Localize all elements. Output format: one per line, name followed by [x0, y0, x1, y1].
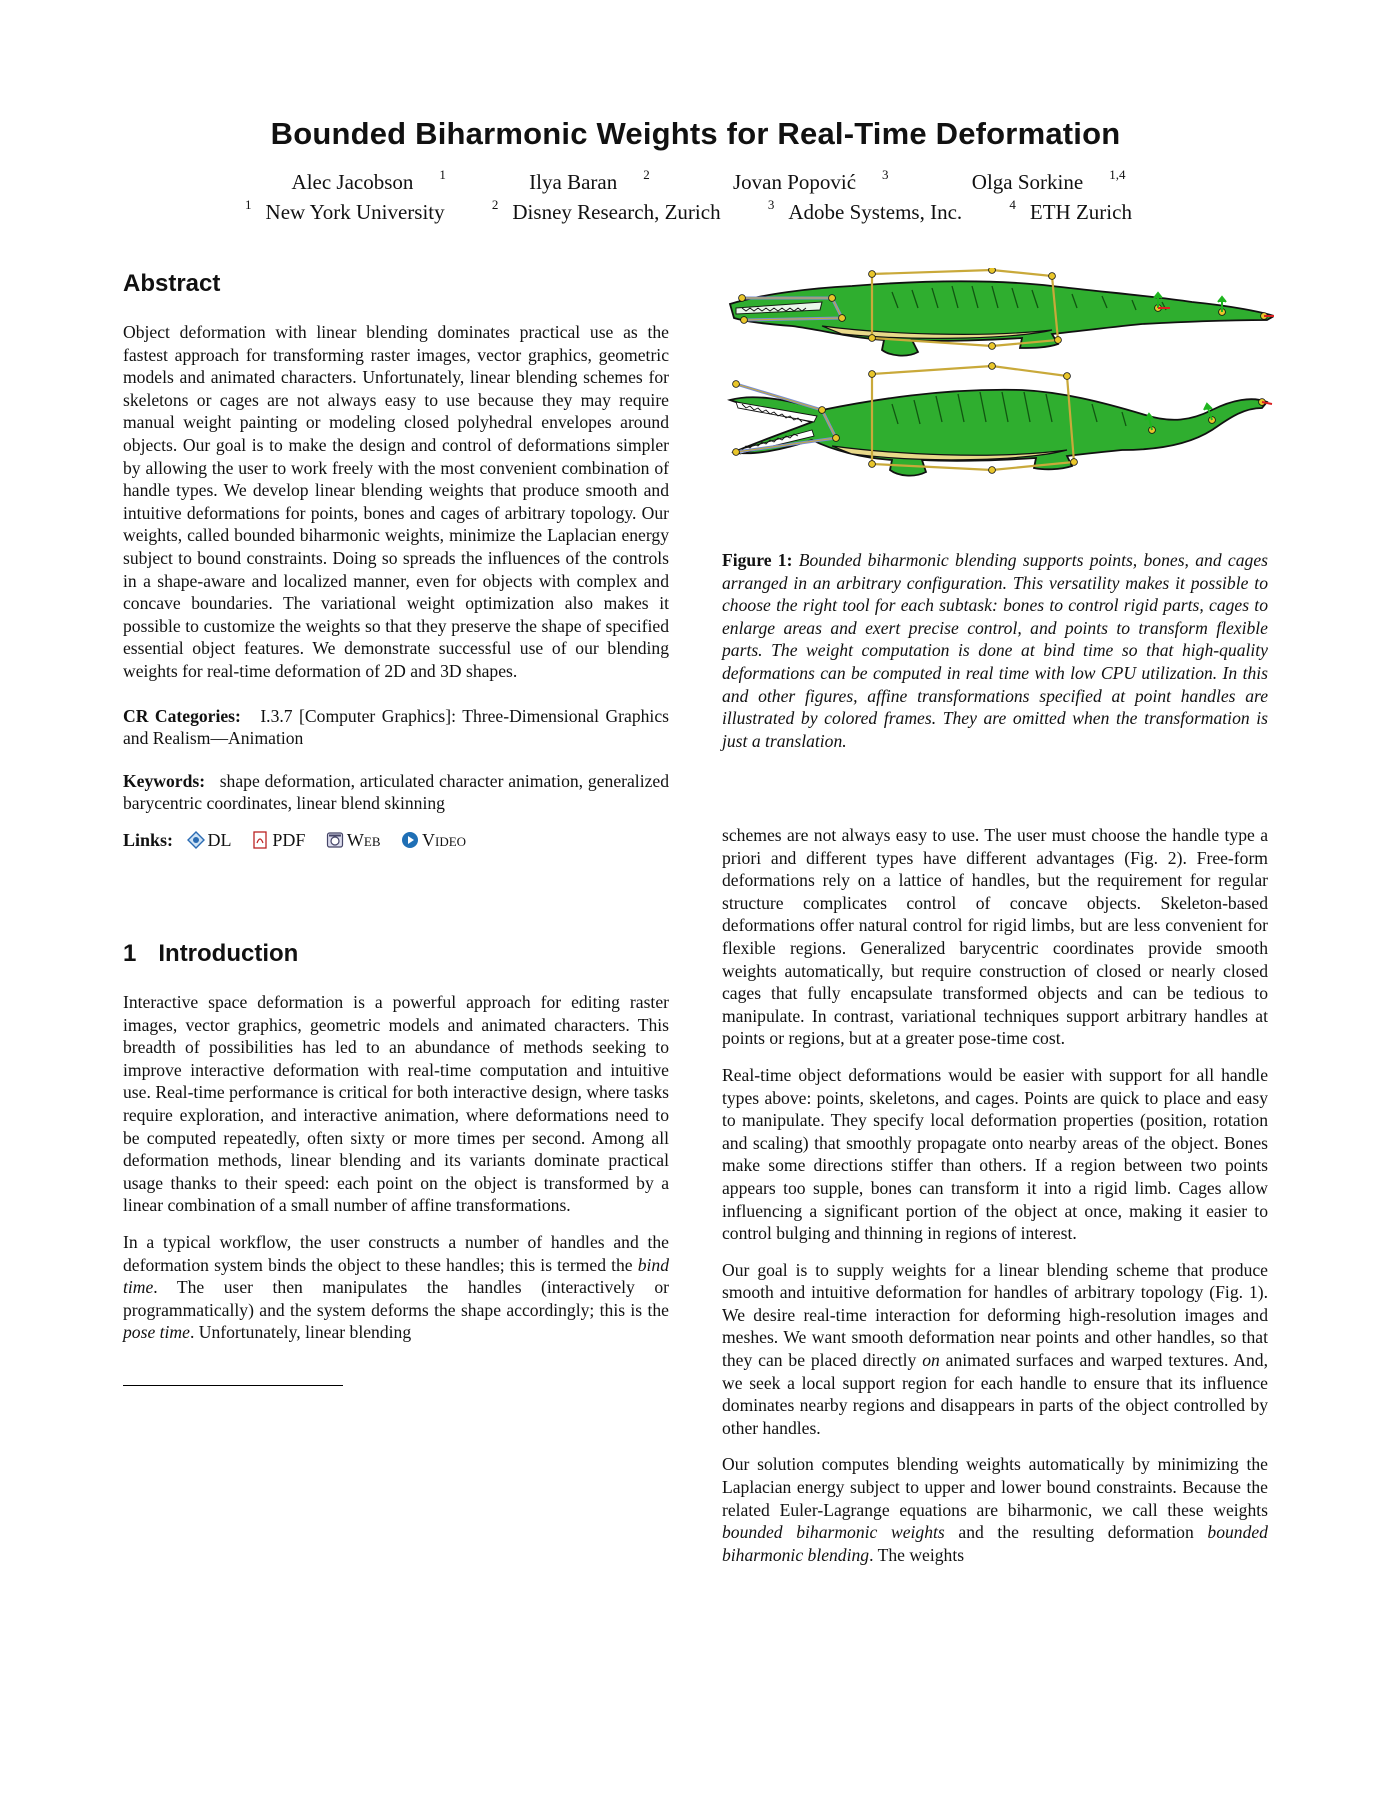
- web-icon: [326, 831, 344, 849]
- crocodile-figure: [722, 268, 1274, 518]
- intro-paragraph: In a typical workflow, the user constructs a number of handles and the deformation system binds the object to these handles; this is termed the bind time. The user then manipulates the handles (interactively or programmatically) and the system deforms the shape accordingly; this is the pose time. Unfortunately, linear blending: [123, 1231, 669, 1343]
- affiliation: $^1$ New York University: [245, 197, 445, 224]
- play-icon: [401, 831, 419, 849]
- links-row: [123, 829, 669, 852]
- left-column: [123, 321, 669, 851]
- figure-1: [722, 268, 1274, 518]
- affiliation-list: [0, 197, 1391, 225]
- web-link[interactable]: Web: [326, 830, 385, 850]
- affiliation: $^3$ Adobe Systems, Inc.: [767, 197, 963, 224]
- video-link[interactable]: Video: [401, 830, 466, 850]
- affiliation: $^2$ Disney Research, Zurich: [491, 197, 721, 224]
- links-label: Links:: [123, 829, 174, 850]
- body-paragraph: schemes are not always easy to use. The user must choose the handle type a priori and different types have different advantages (Fig. 2). Free-form deformations rely on a lattice of handles, but the requirement for regular structure complicates control of concave objects. Skeleton-based deformations offer natural control for rigid limbs, but are less convenient for flexible regions. Generalized barycentric coordinates provide smooth weights automatically, but require construction of closed or nearly closed cages that fully encapsulate transformed objects and can be tedious to manipulate. In contrast, variational techniques support arbitrary handles at points or regions, but at a greater pose-time cost.: [722, 825, 1268, 1049]
- dl-link[interactable]: DL: [187, 830, 236, 850]
- paper-title: Bounded Biharmonic Weights for Real-Time Deformation: [270, 116, 1121, 151]
- pdf-icon: [251, 831, 269, 849]
- author-list: [0, 167, 1391, 195]
- acm-dl-icon: [187, 831, 205, 849]
- intro-paragraph: Interactive space deformation is a powerful approach for editing raster images, vector graphics, geometric models and animated characters. This breadth of possibilities has led to an abundance of methods seeking to improve interactive deformation with real-time computation and intuitive use. Real-time performance is critical for both interactive design, where tasks require exploration, and interactive animation, where deformations need to be computed repeatedly, often sixty or more times per second. Among all deformation methods, linear blending and its variants dominate practical usage thanks to their speed: each point on the object is transformed by a linear combination of a small number of affine transformations.: [123, 992, 669, 1216]
- author: Jovan Popović $^3$: [732, 167, 889, 194]
- keywords: Keywords: shape deformation, articulated character animation, generalized barycentric coordinates, linear blend skinning: [123, 770, 669, 814]
- figure-1-caption: [722, 549, 1268, 766]
- intro-column: [123, 991, 669, 1358]
- body-paragraph: Real-time object deformations would be easier with support for all handle types above: points, skeletons, and cages. Points are quick to place and easy to manipulate. They specify local deformation properties (position, rotation and scaling) that smoothly propagate onto nearby areas of the object. Bones make some directions stiffer than others. If a region between two points appears too supple, bones can transform it into a rigid limb. Cages allow influencing a significant portion of the object at once, making it easier to control bulging and thinning in regions of interest.: [722, 1064, 1268, 1244]
- body-paragraph: Our solution computes blending weights automatically by minimizing the Laplacian energy subject to upper and lower bound constraints. Because the related Euler-Lagrange equations are biharmonic, we call these weights bounded biharmonic weights and the resulting deformation bounded biharmonic blending. The weights: [722, 1454, 1268, 1565]
- pdf-link[interactable]: PDF: [251, 830, 310, 850]
- crocodile-deformed-pose: [730, 363, 1272, 476]
- body-paragraph: Our goal is to supply weights for a linear blending scheme that produce smooth and intuitive deformation for handles of arbitrary topology (Fig. 1). We desire real-time interaction for deforming high-resolution images and meshes. We want smooth deformation near points and other handles, so that they can be placed directly on animated surfaces and warped textures. And, we seek a local support region for each handle to ensure that its influence dominates nearby regions and disappears in parts of the object controlled by other handles.: [722, 1259, 1268, 1438]
- author: Ilya Baran $^2$: [529, 167, 650, 194]
- introduction-heading: 1 Introduction: [123, 940, 299, 967]
- abstract-heading: Abstract: [123, 270, 221, 297]
- author: Olga Sorkine $^{1,4}$: [971, 167, 1126, 194]
- right-column: [722, 824, 1268, 1580]
- crocodile-rest-pose: [730, 268, 1274, 356]
- affiliation: $^4$ ETH Zurich: [1009, 197, 1132, 224]
- cr-categories: CR Categories: I.3.7 [Computer Graphics]: Three-Dimensional Graphics and Realism—Animation: [123, 705, 669, 749]
- abstract-text: Object deformation with linear blending dominates practical use as the fastest approach for transforming raster images, vector graphics, geometric models and animated characters. Unfortunately, linear blending schemes for skeletons or cages are not always easy to use because they may require manual weight painting or modeling closed polyhedral envelopes around objects. Our goal is to make the design and control of deformations simpler by allowing the user to work freely with the most convenient combination of handle types. We develop linear blending weights that produce smooth and intuitive deformations for points, bones and cages of arbitrary topology. Our weights, called bounded biharmonic weights, minimize the Laplacian energy subject to bound constraints. Doing so spreads the influences of the controls in a shape-aware and localized manner, even for objects with complex and concave boundaries. The variational weight optimization also makes it possible to customize the weights so that they preserve the shape of specified essential object features. We demonstrate successful use of our blending weights for real-time deformation of 2D and 3D shapes.: [123, 322, 669, 681]
- author: Alec Jacobson $^1$: [291, 167, 446, 194]
- caption-text: Bounded biharmonic blending supports points, bones, and cages arranged in an arbitrary configuration. This versatility makes it possible to choose the right tool for each subtask: bones to control rigid parts, cages to enlarge areas and exert precise control, and points to transform flexible parts. The weight computation is done at bind time so that high-quality deformations can be computed in real time with low CPU utilization. In this and other figures, affine transformations specified at point handles are illustrated by colored frames. They are omitted when the transformation is just a translation.: [722, 550, 1268, 751]
- figure-label: Figure 1:: [722, 550, 793, 570]
- footnote-rule: [123, 1385, 343, 1386]
